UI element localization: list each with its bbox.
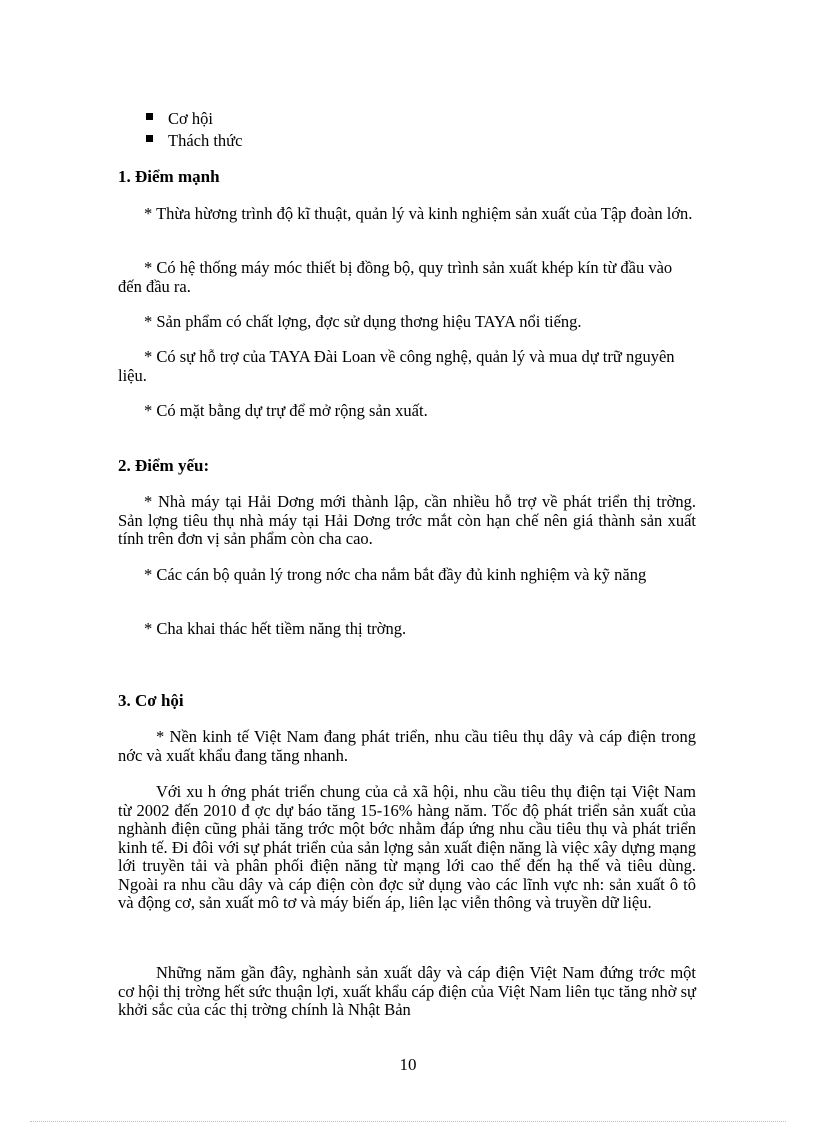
square-bullet-icon [146, 135, 153, 142]
square-bullet-icon [146, 113, 153, 120]
bullet-list [146, 108, 242, 152]
paragraph: * Thừa hừơng trình độ kĩ thuật, quản lý và kinh nghiệm sản xuất của Tập đoàn lớn. [144, 204, 693, 223]
section-heading-opportunities: 3. Cơ hội [118, 691, 184, 710]
paragraph: * Có mặt bằng dự trự để mở rộng sản xuất. [144, 401, 428, 420]
paragraph: * Có hệ thống máy móc thiết bị đồng bộ, quy trình sản xuất khép kín từ đầu vào đến đầu ra. [118, 258, 673, 296]
bullet-text: Cơ hội [168, 109, 213, 128]
paragraph: * Nhà máy tại Hải Dơng mới thành lập, cần nhiều hỗ trợ về phát triển thị trờng. Sản lợng tiêu thụ nhà máy tại Hải Dơng trớc mắt còn hạn chế nên giá thành sản xuất tính trên đơn vị sản phẩm còn cha cao. [118, 492, 696, 548]
page-bottom-divider [30, 1121, 786, 1122]
paragraph: Những năm gần đây, nghành sản xuất dây và cáp điện Việt Nam đứng trớc một cơ hội thị trờng hết sức thuận lợi, xuất khẩu cáp điện của Việt Nam liên tục tăng nhờ sự khởi sắc của các thị trờng chính là Nhật Bản [118, 963, 696, 1019]
list-item [146, 130, 242, 152]
paragraph: * Có sự hỗ trợ của TAYA Đài Loan về công nghệ, quản lý và mua dự trữ nguyên liệu. [118, 347, 675, 385]
paragraph: * Sản phẩm có chất lợng, đợc sử dụng thơng hiệu TAYA nổi tiếng. [144, 312, 582, 331]
list-item [146, 108, 242, 130]
section-heading-strengths: 1. Điểm mạnh [118, 167, 220, 186]
paragraph: Với xu h ớng phát triển chung của cả xã hội, nhu cầu tiêu thụ điện tại Việt Nam từ 2002 đến 2010 đ ợc dự báo tăng 15-16% hàng năm. Tốc độ phát triển sản xuất của nghành điện cũng phải tăng trớc một bớc nhằm đáp ứng nhu cầu tiêu thụ và phát triển kinh tế. Đi đôi với sự phát triển của sản lợng sản xuất điện năng là việc xây dựng mạng lới truyền tải và phân phối điện năng từ mạng lới cao thế đến hạ thế và tiêu dùng. Ngoài ra nhu cầu dây và cáp điện còn đợc sử dụng vào các lĩnh vực nh: sản xuất ô tô và động cơ, sản xuất mô tơ và máy biến áp, liên lạc viễn thông và truyền dữ liệu. [118, 782, 696, 912]
paragraph: * Cha khai thác hết tiềm năng thị trờng. [144, 619, 407, 638]
paragraph: * Các cán bộ quản lý trong nớc cha nắm bắt đầy đủ kinh nghiệm và kỹ năng [144, 565, 647, 584]
section-heading-weaknesses: 2. Điểm yếu: [118, 456, 210, 475]
paragraph: * Nền kinh tế Việt Nam đang phát triển, nhu cầu tiêu thụ dây và cáp điện trong nớc và xuất khẩu đang tăng nhanh. [118, 727, 696, 765]
page-number: 10 [399, 1055, 417, 1074]
bullet-text: Thách thức [168, 131, 243, 150]
